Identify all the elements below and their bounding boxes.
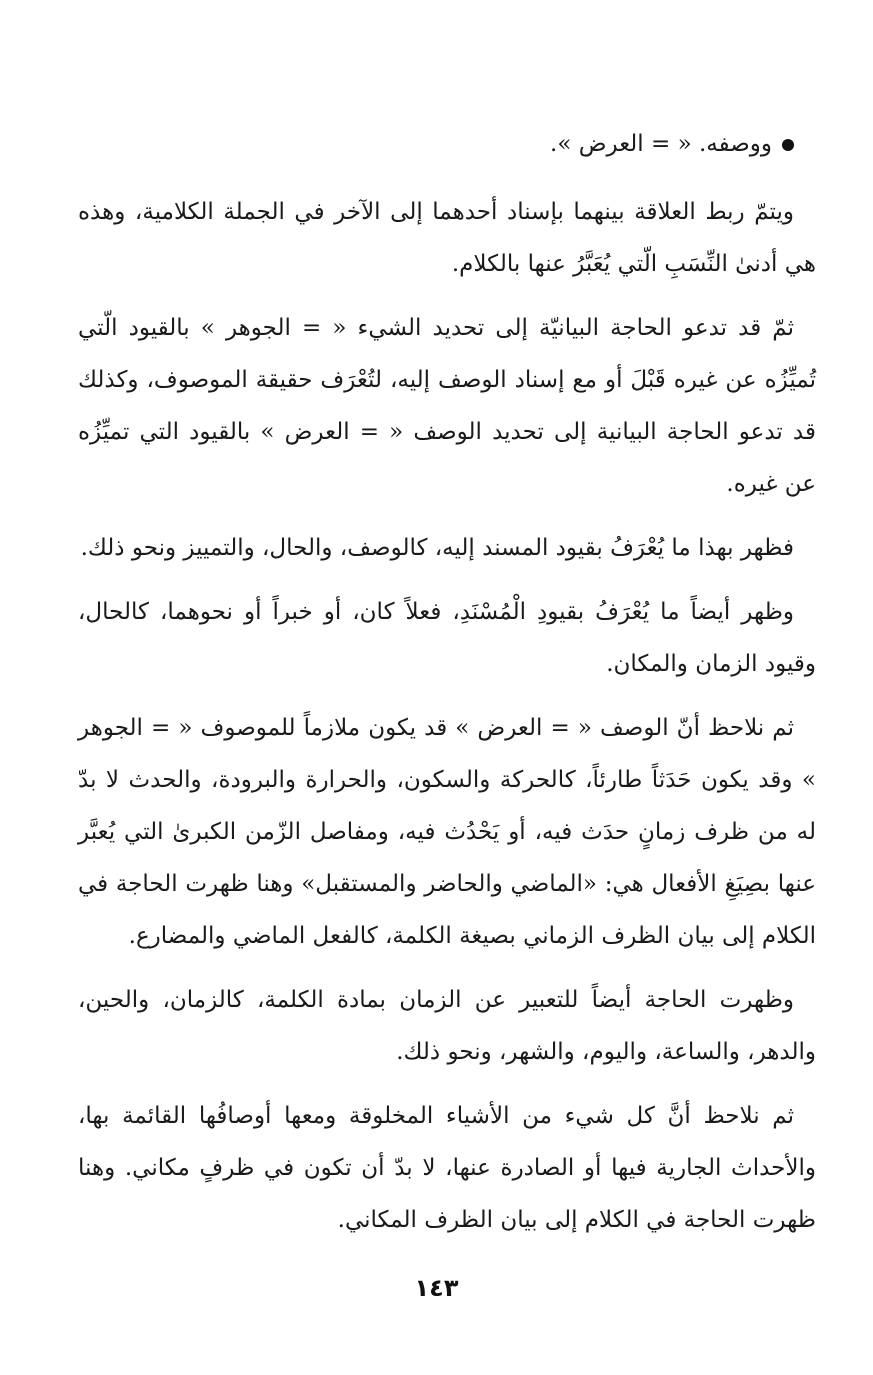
bullet-dot-icon — [782, 139, 794, 151]
bullet-item — [78, 118, 816, 170]
page-body — [78, 118, 816, 1258]
paragraph: ثم نلاحظ أنّ الوصف « = العرض » قد يكون ملازماً للموصوف « = الجوهر » وقد يكون حَدَثاً طارئاً، كالحركة والسكون، والحرارة والبرودة، والحدث لا بدّ له من ظرف زمانٍ حدَث فيه، أو يَحْدُث فيه، ومفاصل الزّمن الكبرىٰ التي يُعبَّر عنها بصِيَغِ الأفعال هي: «الماضي والحاضر والمستقبل» وهنا ظهرت الحاجة في الكلام إلى بيان الظرف الزماني بصيغة الكلمة، كالفعل الماضي والمضارع. — [78, 715, 816, 949]
paragraph: وظهر أيضاً ما يُعْرَفُ بقيودِ الْمُسْنَدِ، فعلاً كان، أو خبراً أو نحوهما، كالحال، وقيود الزمان والمكان. — [78, 599, 816, 677]
paragraph: فظهر بهذا ما يُعْرَفُ بقيود المسند إليه، كالوصف، والحال، والتمييز ونحو ذلك. — [80, 535, 794, 561]
page-number: ١٤٣ — [414, 1274, 459, 1302]
paragraph: ثم نلاحظ أنَّ كل شيء من الأشياء المخلوقة ومعها أوصافُها القائمة بها، والأحداث الجارية فيها أو الصادرة عنها، لا بدّ أن تكون في ظرفٍ مكاني. وهنا ظهرت الحاجة في الكلام إلى بيان الظرف المكاني. — [78, 1103, 816, 1233]
paragraph: وظهرت الحاجة أيضاً للتعبير عن الزمان بمادة الكلمة، كالزمان، والحين، والدهر، والساعة، واليوم، والشهر، ونحو ذلك. — [78, 987, 816, 1065]
paragraph: ويتمّ ربط العلاقة بينهما بإسناد أحدهما إلى الآخر في الجملة الكلامية، وهذه هي أدنىٰ النِّسَبِ الّتي يُعَبَّرُ عنها بالكلام. — [78, 199, 816, 277]
paragraph: ثمّ قد تدعو الحاجة البيانيّة إلى تحديد الشيء « = الجوهر » بالقيود الّتي تُميِّزُه عن غيره قَبْلَ أو مع إسناد الوصف إليه، لتُعْرَف حقيقة الموصوف، وكذلك قد تدعو الحاجة البيانية إلى تحديد الوصف « = العرض » بالقيود التي تميِّزُه عن غيره. — [78, 315, 816, 497]
bullet-item-text: ووصفه. « = العرض ». — [550, 131, 772, 157]
